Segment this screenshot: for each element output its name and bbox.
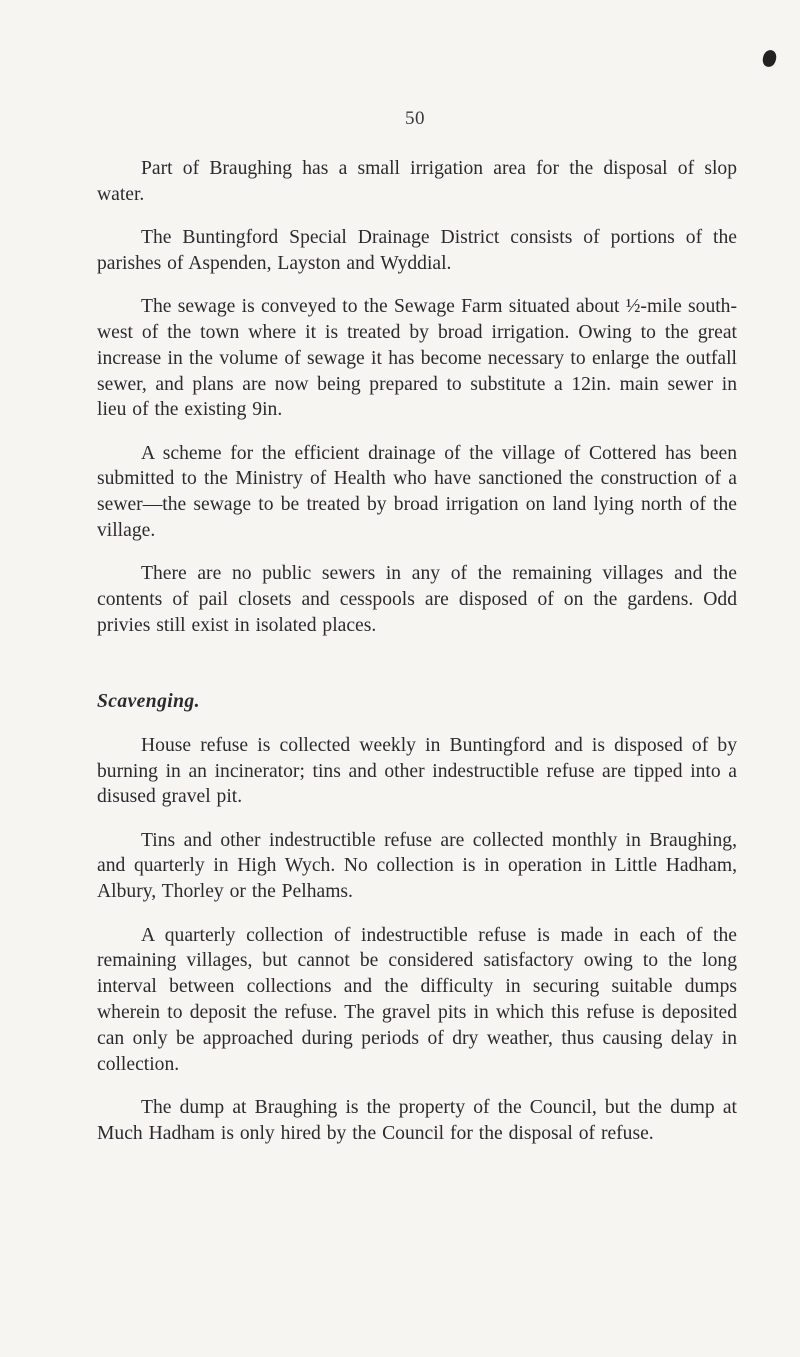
paragraph-house-refuse: House refuse is collected weekly in Buntingford and is disposed of by burning in an incinerator; tins and other indestructible refuse are tipped into a disused gravel pit. — [97, 734, 737, 808]
page-number: 50 — [405, 108, 425, 129]
paragraph-cottered-scheme: A scheme for the efficient drainage of the village of Cottered has been submitted to the Ministry of Health who have sanctioned the construction of a sewer—the sewage to be treated by broad irrigation on land lying north of the village. — [97, 442, 737, 542]
paragraph-buntingford-drainage-district: The Buntingford Special Drainage District consists of portions of the parishes of Aspenden, Layston and Wyddial. — [97, 227, 737, 274]
ink-blot-mark — [761, 49, 777, 68]
paragraph-braughing-irrigation: Part of Braughing has a small irrigation area for the disposal of slop water. — [97, 158, 737, 205]
section-heading-scavenging: Scavenging. — [97, 690, 200, 712]
paragraph-dump-ownership: The dump at Braughing is the property of the Council, but the dump at Much Hadham is only hired by the Council for the disposal of refuse. — [97, 1096, 737, 1144]
paragraph-tins-collection: Tins and other indestructible refuse are collected monthly in Braughing, and quarterly in High Wych. No collection is in operation in Little Hadham, Albury, Thorley or the Pelhams. — [97, 829, 737, 903]
paragraph-quarterly-collection: A quarterly collection of indestructible refuse is made in each of the remaining villages, but cannot be considered satisfactory owing to the long interval between collections and the difficulty in securing suitable dumps wherein to deposit the refuse. The gravel pits in which this refuse is deposited can only be approached during periods of dry weather, thus causing delay in collection. — [97, 924, 737, 1075]
paragraph-sewage-farm: The sewage is conveyed to the Sewage Farm situated about ½-mile south-west of the town where it is treated by broad irrigation. Owing to the great increase in the volume of sewage it has become necessary to enlarge the outfall sewer, and plans are now being prepared to substitute a 12in. main sewer in lieu of the existing 9in. — [97, 296, 737, 421]
paragraph-no-public-sewers: There are no public sewers in any of the remaining villages and the contents of pail closets and cesspools are disposed of on the gardens. Odd privies still exist in isolated places. — [97, 563, 737, 636]
body-text — [97, 156, 737, 1146]
